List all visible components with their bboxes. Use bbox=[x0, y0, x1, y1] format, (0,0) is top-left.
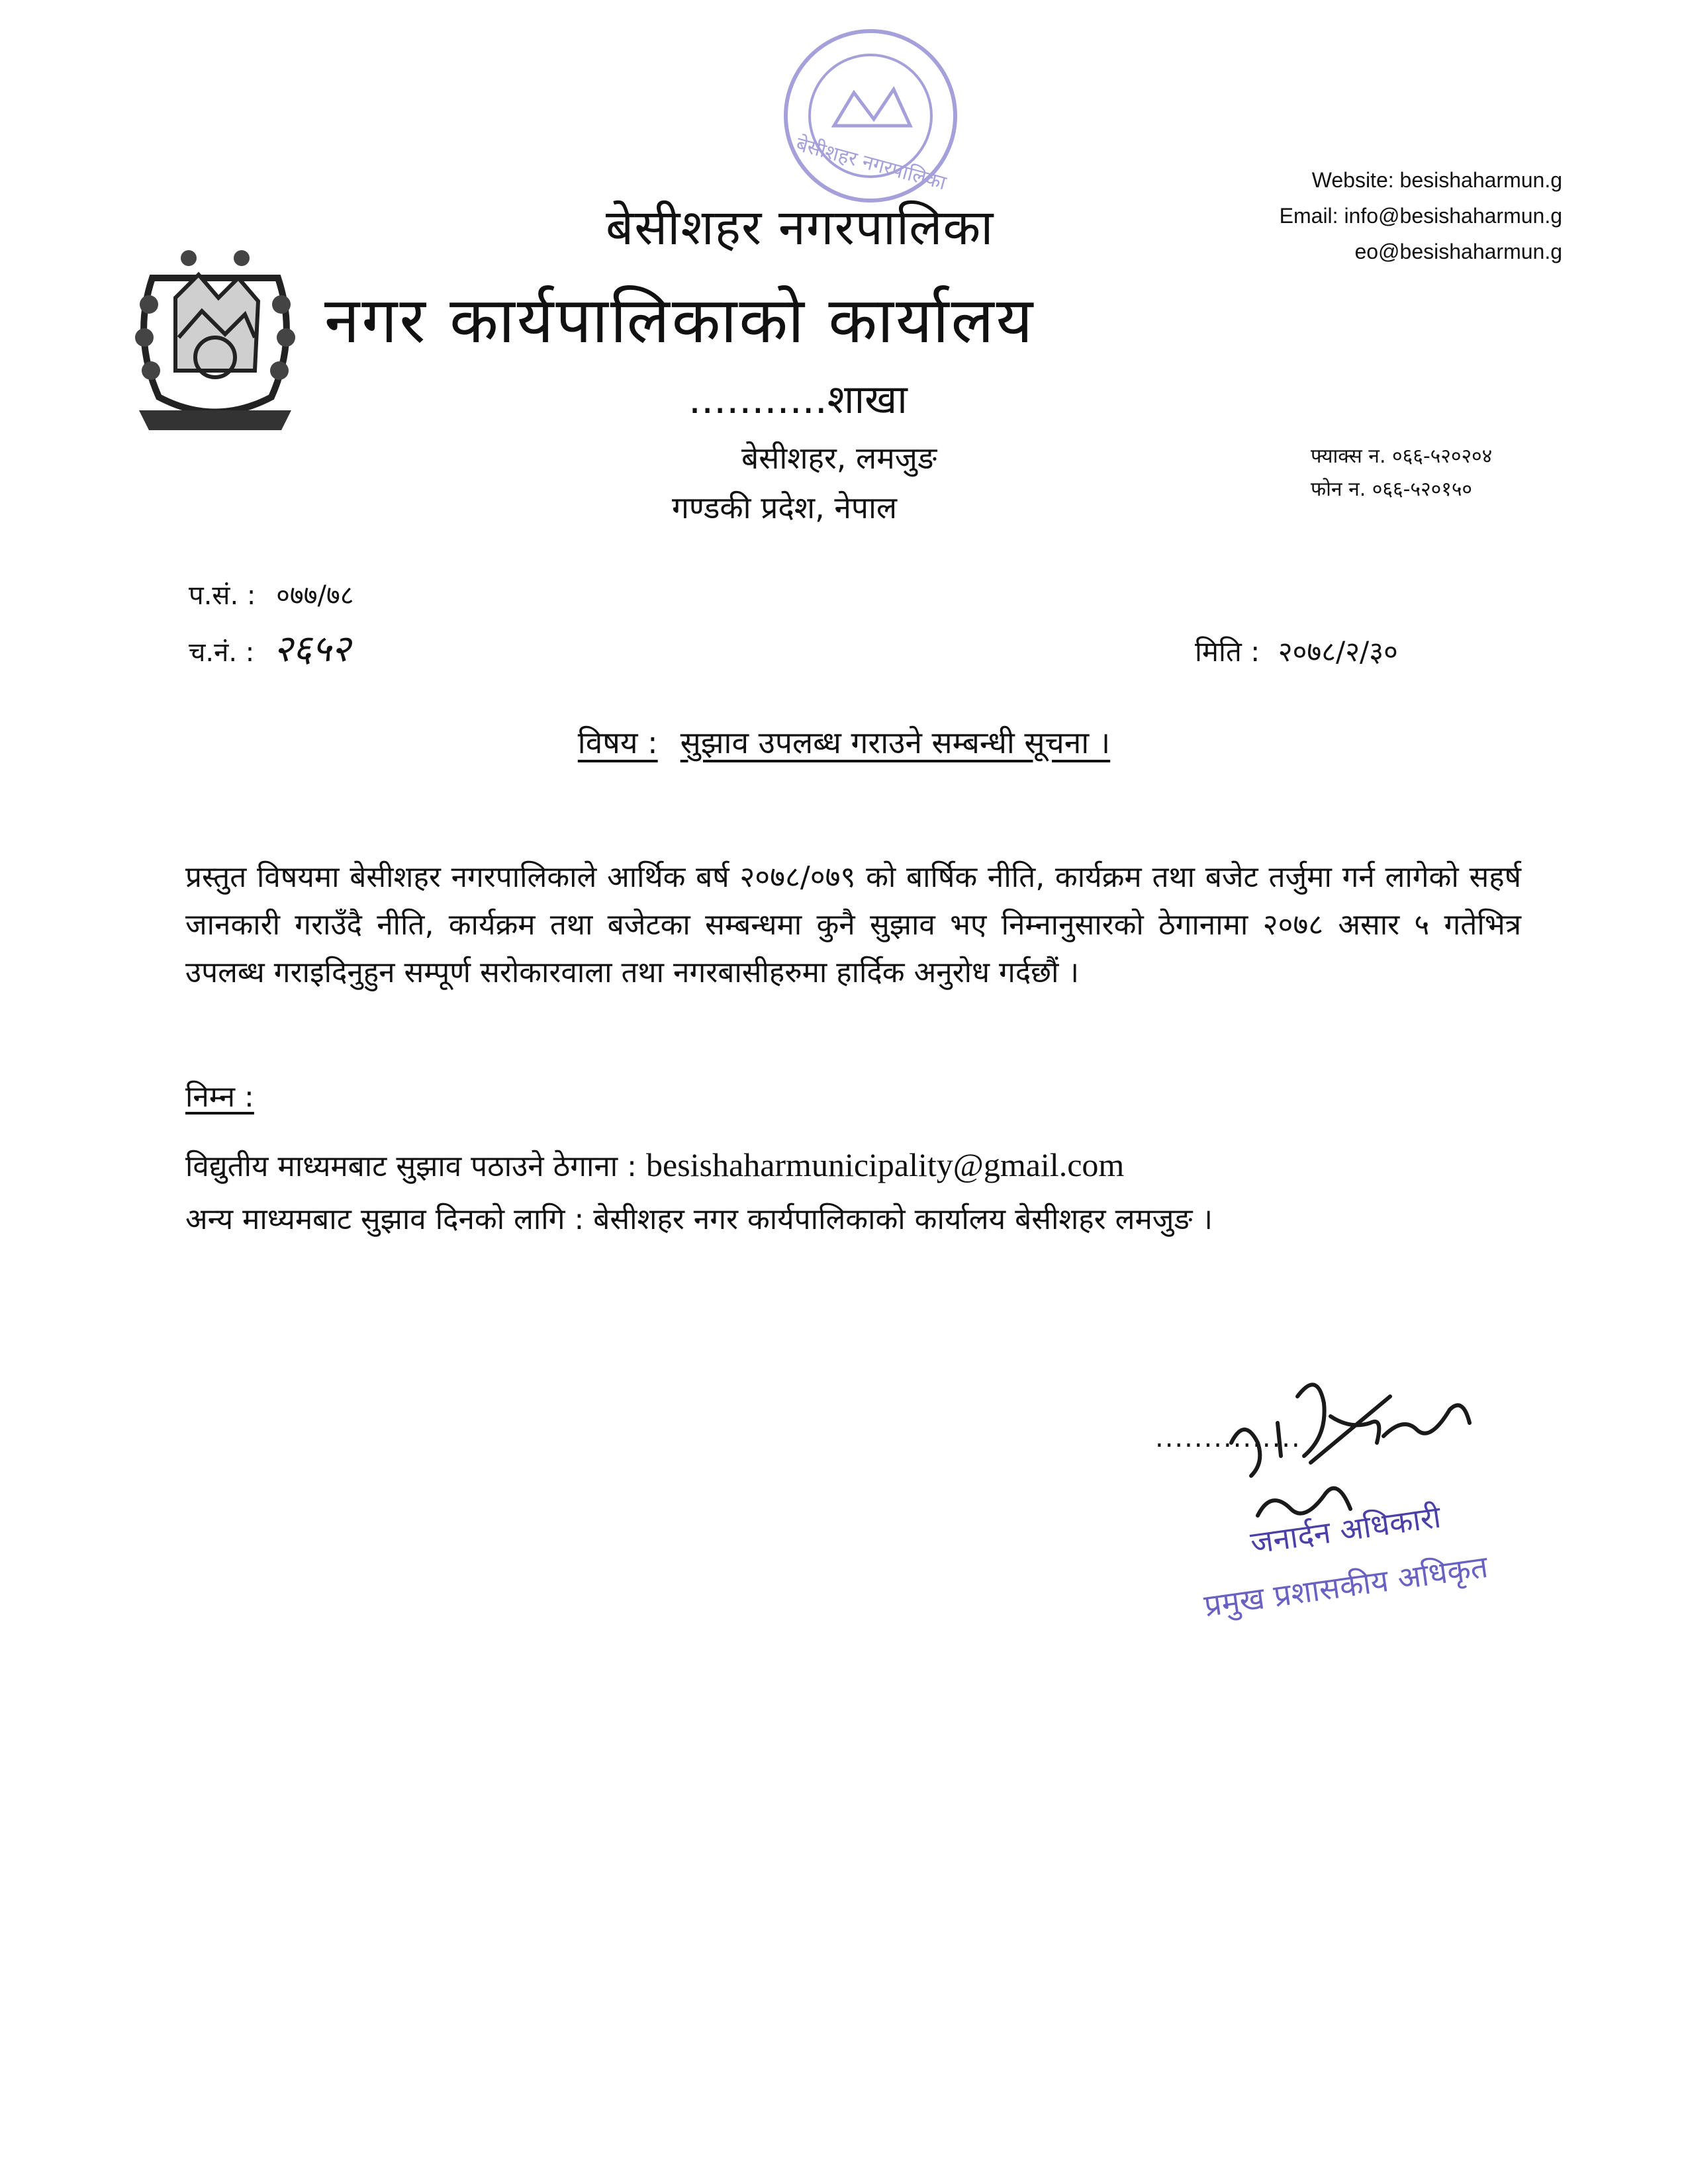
contact-block bbox=[1280, 162, 1562, 269]
cn-value-handwritten: २६५२ bbox=[273, 627, 351, 670]
fax-phone-block bbox=[1311, 440, 1492, 506]
body-paragraph: प्रस्तुत विषयमा बेसीशहर नगरपालिकाले आर्थिक बर्ष २०७८/०७९ को बार्षिक नीति, कार्यक्रम तथा बजेट तर्जुमा गर्न लागेको सहर्ष जानकारी गराउँदै नीति, कार्यक्रम तथा बजेटका सम्बन्धमा कुनै सुझाव भए निम्नानुसारको ठेगानामा २०७८ असार ५ गतेभित्र उपलब्ध गराइदिनुहुन सम्पूर्ण सरोकारवाला तथा नगरबासीहरुमा हार्दिक अनुरोध गर्दछौं । bbox=[185, 860, 1521, 989]
email-text: Email: info@besishaharmun.g bbox=[1279, 204, 1562, 228]
seal-text: बेसीशहर नगरपालिका bbox=[793, 132, 949, 195]
website-text: Website: besishaharmun.g bbox=[1311, 168, 1562, 192]
office-name: नगर कार्यपालिकाको कार्यालय bbox=[324, 283, 1035, 357]
subject-text: सुझाव उपलब्ध गराउने सम्बन्धी सूचना । bbox=[680, 725, 1111, 760]
office-seal-stamp bbox=[781, 26, 960, 205]
ps-label: प.सं. : bbox=[189, 580, 256, 611]
municipality-name: बेसीशहर नगरपालिका bbox=[606, 199, 994, 256]
cn-reference bbox=[189, 622, 350, 672]
email-secondary-text: eo@besishaharmun.g bbox=[1354, 240, 1562, 263]
nepal-emblem-logo bbox=[113, 238, 318, 437]
cn-label: च.नं. : bbox=[189, 637, 255, 668]
ps-value: ०७७/७८ bbox=[276, 580, 354, 611]
electronic-address-line bbox=[185, 1145, 1124, 1185]
branch-label: ...........शाखा bbox=[688, 377, 908, 423]
signatory-name: जनार्दन अधिकारी bbox=[1248, 1498, 1443, 1561]
address-line-1: बेसीशहर, लमजुङ bbox=[741, 440, 937, 476]
date-label: मिति : bbox=[1195, 635, 1260, 668]
phone-number: फोन न. ०६६-५२०१५० bbox=[1311, 478, 1473, 501]
address-line-2: गण्डकी प्रदेश, नेपाल bbox=[672, 490, 898, 525]
ps-reference bbox=[189, 576, 354, 612]
electronic-address-label: विद्युतीय माध्यमबाट सुझाव पठाउने ठेगाना : bbox=[185, 1150, 637, 1183]
subject-label: विषय : bbox=[577, 725, 658, 760]
date-line bbox=[1195, 632, 1398, 670]
other-medium-line: अन्य माध्यमबाट सुझाव दिनको लागि : बेसीशहर नगर कार्यपालिकाको कार्यालय बेसीशहर लमजुङ । bbox=[185, 1203, 1213, 1236]
signatory-title: प्रमुख प्रशासकीय अधिकृत bbox=[1201, 1548, 1490, 1624]
signature-dots: ............... bbox=[1155, 1423, 1301, 1453]
suggestion-email: besishaharmunicipality@gmail.com bbox=[646, 1146, 1125, 1183]
list-heading: निम्न : bbox=[185, 1080, 254, 1114]
subject-line bbox=[0, 721, 1688, 762]
date-value: २०७८/२/३० bbox=[1278, 635, 1398, 668]
fax-number: फ्याक्स न. ०६६-५२०२०४ bbox=[1311, 445, 1493, 468]
